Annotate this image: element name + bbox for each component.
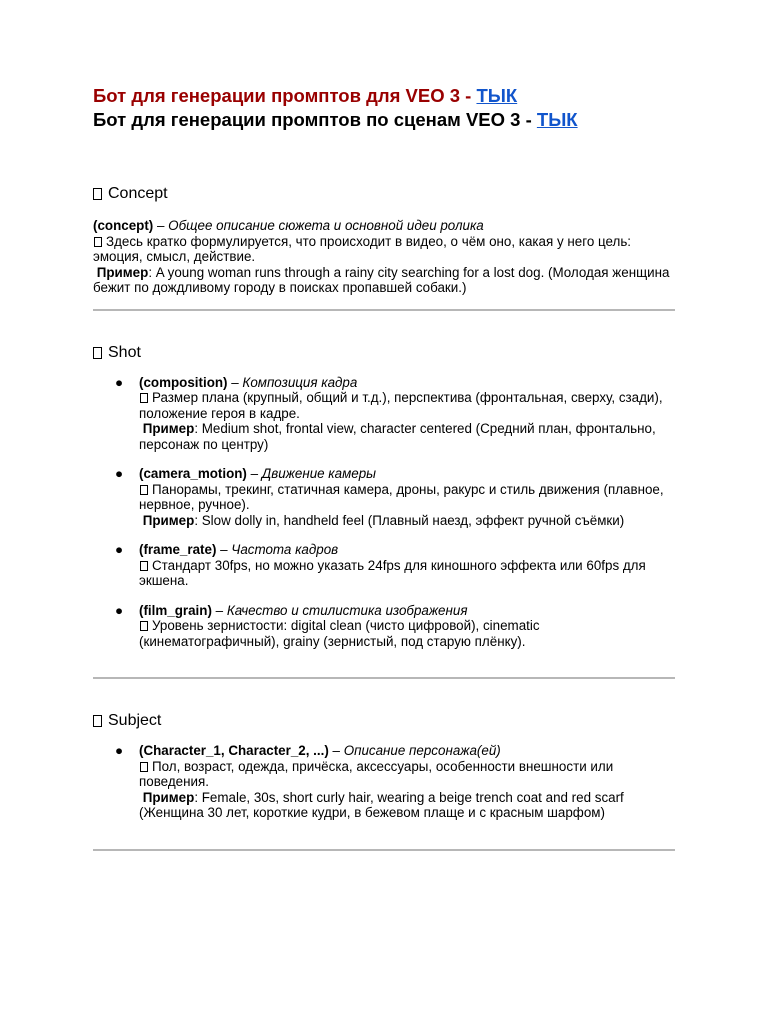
header-line-1-text: Бот для генерации промптов для VEO 3 - xyxy=(93,85,477,106)
shot-list xyxy=(93,375,675,650)
bullet-icon: ● xyxy=(115,602,124,618)
header-line-1-link[interactable]: ТЫК xyxy=(476,85,518,106)
concept-example xyxy=(93,265,675,296)
concept-example-label: Пример xyxy=(96,264,149,280)
item-desc: Частота кадров xyxy=(231,542,339,557)
concept-body xyxy=(93,218,675,296)
header-line-2-text: Бот для генерации промптов по сценам VEO 3 - xyxy=(93,109,537,130)
item-detail: Размер плана (крупный, общий и т.д.), перспектива (фронтальная, сверху, сзади), положение героя в кадре. xyxy=(139,390,663,421)
box-icon xyxy=(93,347,102,359)
item-key: (camera_motion) xyxy=(139,466,247,481)
item-dash: – xyxy=(246,466,262,481)
item-desc: Описание персонажа(ей) xyxy=(343,743,501,758)
item-dash: – xyxy=(328,743,344,758)
document-page xyxy=(93,84,675,851)
item-detail: Уровень зернистости: digital clean (чисто цифровой), cinematic (кинематографичный), grainy (зернистый, под старую плёнку). xyxy=(139,618,540,649)
item-detail: Панорамы, трекинг, статичная камера, дроны, ракурс и стиль движения (плавное, нервное, ручное). xyxy=(139,481,664,512)
concept-detail-text: Здесь кратко формулируется, что происходит в видео, о чём оно, какая у него цель: эмоция, смысл, действие. xyxy=(93,233,632,264)
box-icon xyxy=(140,485,148,495)
item-dash: – xyxy=(216,542,232,557)
header-line-1 xyxy=(93,84,675,108)
bullet-icon: ● xyxy=(115,374,124,390)
subject-heading xyxy=(93,711,675,731)
section-divider xyxy=(93,849,675,851)
item-example-text: : Slow dolly in, handheld feel (Плавный наезд, эффект ручной съёмки) xyxy=(194,512,625,528)
item-dash: – xyxy=(227,374,243,390)
item-key: (composition) xyxy=(139,374,228,390)
box-icon xyxy=(140,621,148,631)
item-key: (Character_1, Character_2, ...) xyxy=(139,743,329,758)
item-desc: Качество и стилистика изображения xyxy=(226,602,468,618)
concept-key: (concept) xyxy=(93,218,154,233)
concept-desc: Общее описание сюжета и основной идеи ролика xyxy=(168,218,484,233)
concept-example-text: : A young woman runs through a rainy city searching for a lost dog. (Молодая женщина бежит по дождливому городу в поисках пропавшей собаки.) xyxy=(93,264,670,295)
item-example-label: Пример xyxy=(142,512,195,528)
item-desc: Движение камеры xyxy=(261,466,377,481)
shot-heading xyxy=(93,343,675,363)
header-line-2 xyxy=(93,108,675,132)
list-item xyxy=(93,466,675,528)
list-item xyxy=(93,603,675,650)
list-item xyxy=(93,743,675,821)
item-detail: Стандарт 30fps, но можно указать 24fps для киношного эффекта или 60fps для экшена. xyxy=(139,557,646,588)
item-example-text: : Medium shot, frontal view, character centered (Средний план, фронтально, персонаж по центру) xyxy=(139,421,656,452)
box-icon xyxy=(93,188,102,200)
header-line-2-link[interactable]: ТЫК xyxy=(536,109,578,130)
subject-list xyxy=(93,743,675,821)
box-icon xyxy=(140,561,148,571)
item-dash: – xyxy=(211,602,227,618)
item-example-label: Пример xyxy=(142,789,195,805)
box-icon xyxy=(94,237,102,247)
item-key: (frame_rate) xyxy=(139,542,217,557)
concept-definition xyxy=(93,218,675,234)
shot-title: Shot xyxy=(108,343,141,361)
concept-detail xyxy=(93,234,675,265)
concept-title: Concept xyxy=(108,185,168,202)
item-desc: Композиция кадра xyxy=(242,374,358,390)
item-key: (film_grain) xyxy=(139,602,212,618)
item-detail: Пол, возраст, одежда, причёска, аксессуары, особенности внешности или поведения. xyxy=(139,758,614,789)
box-icon xyxy=(140,762,148,772)
concept-dash: – xyxy=(153,218,169,233)
list-item xyxy=(93,542,675,589)
bullet-icon: ● xyxy=(115,542,124,557)
list-item xyxy=(93,375,675,453)
bullet-icon: ● xyxy=(115,743,124,758)
subject-title: Subject xyxy=(108,712,162,729)
item-example-text: : Female, 30s, short curly hair, wearing a beige trench coat and red scarf (Женщина 30 лет, короткие кудри, в бежевом плаще и с красным шарфом) xyxy=(139,789,624,820)
item-example-label: Пример xyxy=(142,421,195,436)
concept-heading xyxy=(93,184,675,204)
box-icon xyxy=(93,715,102,727)
box-icon xyxy=(140,393,148,403)
bullet-icon: ● xyxy=(115,466,124,481)
